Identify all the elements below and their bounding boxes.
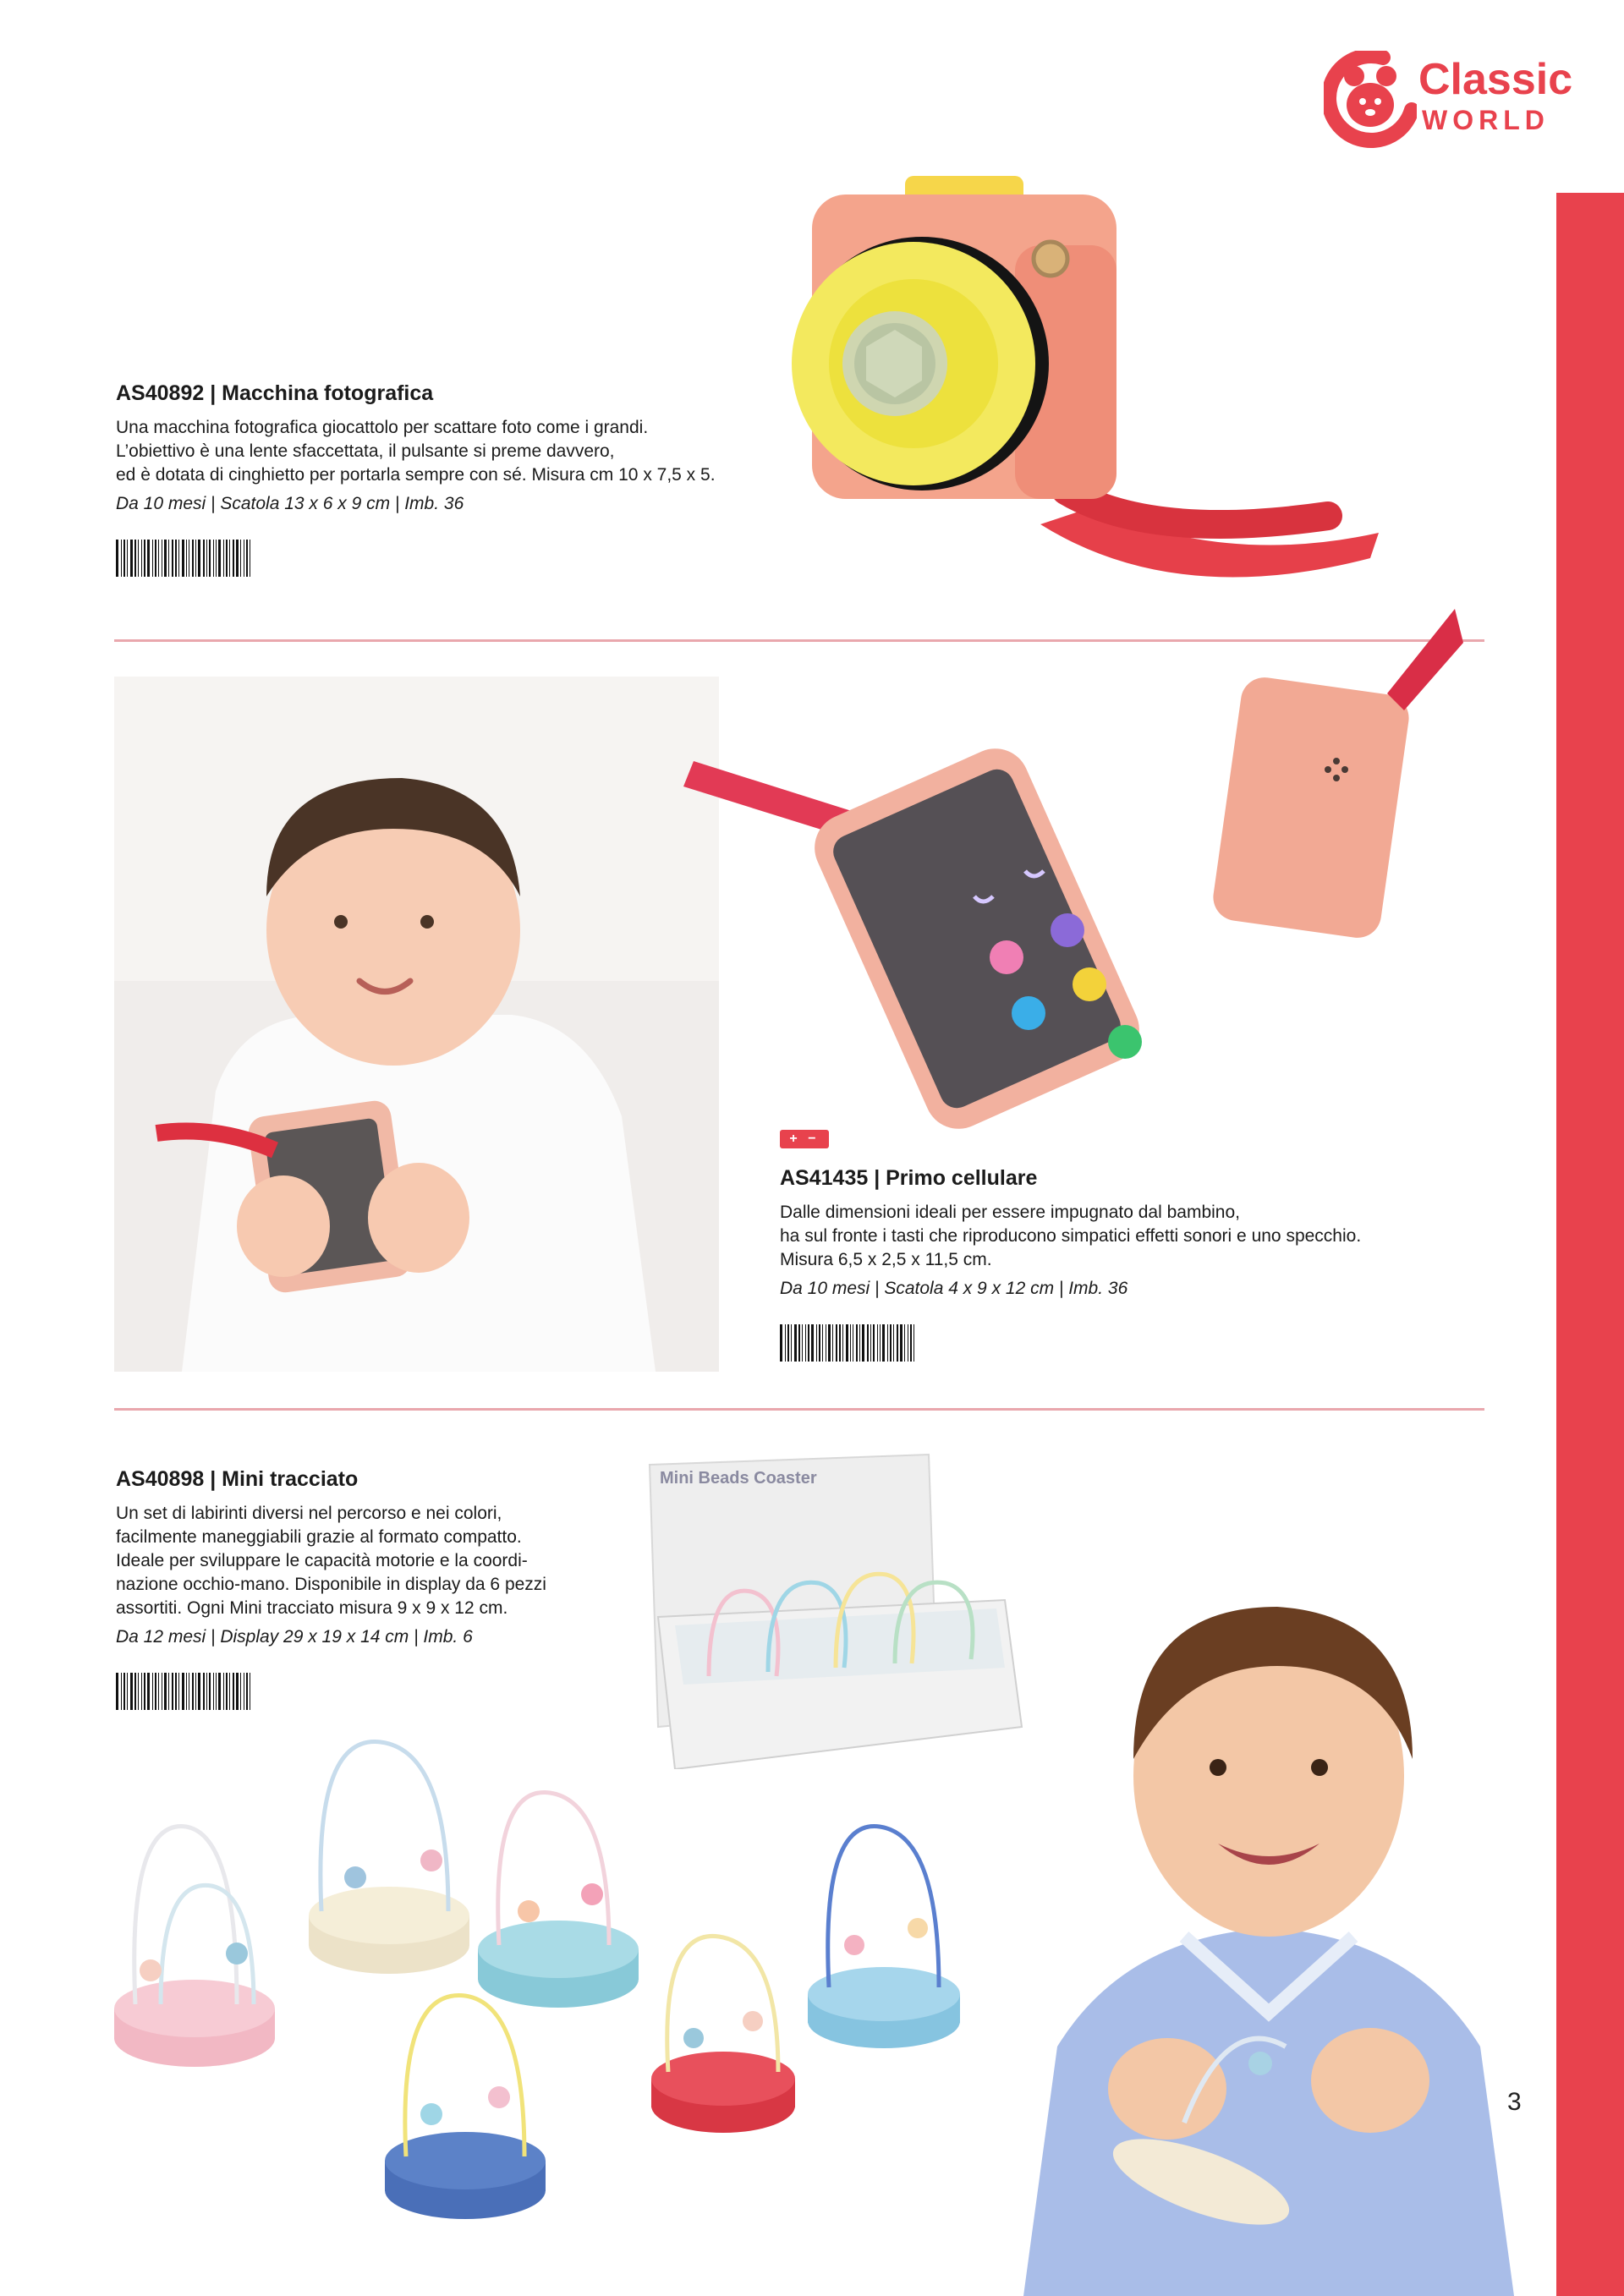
barcode-bar [155, 540, 156, 577]
barcode-bar [816, 1324, 817, 1362]
barcode-bar [213, 1673, 214, 1710]
barcode-bar [862, 1324, 864, 1362]
barcode-bar [240, 540, 241, 577]
barcode-bar [123, 1673, 125, 1710]
barcode-bar [152, 540, 153, 577]
barcode-bar [890, 1324, 892, 1362]
new-product-badge: + − [780, 1130, 829, 1148]
camera-toy-image [787, 169, 1396, 592]
product-title: AS40892 | Macchina fotografica [116, 381, 434, 405]
product-description: Dalle dimensioni ideali per essere impugnato dal bambino, ha sul fronte i tasti che riproducono simpatici effetti sonori e uno specchio. Misura 6,5 x 2,5 x 11,5 cm. [780, 1203, 1362, 1269]
section-divider [114, 1408, 1484, 1411]
barcode-bar [164, 1673, 167, 1710]
product-camera [116, 379, 809, 577]
barcode-bar [787, 1324, 789, 1362]
barcode-bar [850, 1324, 851, 1362]
barcode-bar [152, 1673, 153, 1710]
product-meta: Da 10 mesi | Scatola 13 x 6 x 9 cm | Imb. 36 [116, 494, 464, 513]
barcode-bar [168, 540, 169, 577]
barcode-bar [182, 540, 184, 577]
barcode-bar [819, 1324, 820, 1362]
barcode-bar [236, 540, 239, 577]
barcode [116, 540, 292, 577]
barcode-bar [233, 540, 234, 577]
barcode-bar [811, 1324, 814, 1362]
barcode-bar [172, 540, 173, 577]
barcode-bar [147, 1673, 150, 1710]
product-description: Una macchina fotografica giocattolo per scattare foto come i grandi. L’obiettivo è una lente sfaccettata, il pulsante si preme davvero, ed è dotata di cinghietto per portarla sempre con sé. Misura cm 10 x 7,5 x 5. [116, 418, 716, 485]
barcode-bar [175, 1673, 177, 1710]
barcode-bar [141, 1673, 142, 1710]
barcode-bar [808, 1324, 809, 1362]
barcode-bar [182, 1673, 184, 1710]
barcode-bar [880, 1324, 881, 1362]
side-accent-bar [1556, 193, 1624, 2296]
barcode-bar [203, 1673, 205, 1710]
barcode-bar [836, 1324, 837, 1362]
barcode-bar [233, 1673, 234, 1710]
barcode-bar [873, 1324, 875, 1362]
display-box-label: Mini Beads Coaster [660, 1469, 817, 1488]
product-bead-maze [116, 1465, 657, 1710]
barcode-bar [832, 1324, 833, 1362]
barcode-bar [138, 1673, 139, 1710]
barcode-bar [186, 540, 187, 577]
barcode-bar [828, 1324, 831, 1362]
phone-toy-image [677, 592, 1489, 1150]
barcode-bar [805, 1324, 806, 1362]
barcode-bar [130, 1673, 133, 1710]
barcode-bar [186, 1673, 187, 1710]
barcode-bar [216, 540, 217, 577]
barcode-bar [897, 1324, 898, 1362]
barcode-bar [155, 1673, 156, 1710]
barcode-bar [178, 540, 179, 577]
brand-logo [1324, 49, 1577, 159]
barcode-bar [229, 1673, 230, 1710]
barcode-bar [123, 540, 125, 577]
barcode-bar [887, 1324, 888, 1362]
barcode-bar [134, 540, 136, 577]
bear-logo-icon [1324, 51, 1417, 149]
barcode-bar [867, 1324, 869, 1362]
barcode-bar [223, 1673, 224, 1710]
toddler-with-maze-photo [1007, 1573, 1531, 2296]
barcode-bar [218, 540, 221, 577]
barcode-bar [877, 1324, 878, 1362]
barcode-bar [240, 1673, 241, 1710]
barcode-bar [121, 540, 122, 577]
barcode-bar [780, 1324, 782, 1362]
barcode-bar [116, 1673, 118, 1710]
barcode-bar [158, 540, 159, 577]
barcode-bar [147, 540, 150, 577]
barcode-bar [164, 540, 167, 577]
barcode-bar [175, 540, 177, 577]
barcode-bar [236, 1673, 239, 1710]
barcode-bar [856, 1324, 858, 1362]
barcode-bar [223, 540, 224, 577]
barcode-bar [842, 1324, 843, 1362]
barcode-bar [229, 540, 230, 577]
barcode-bar [910, 1324, 912, 1362]
barcode-bar [192, 540, 194, 577]
barcode-bar [198, 540, 200, 577]
baby-with-phone-photo [114, 677, 719, 1372]
page-number: 3 [1507, 2088, 1522, 2116]
barcode-bar [904, 1324, 905, 1362]
barcode-bar [859, 1324, 860, 1362]
barcode-bar [134, 1673, 136, 1710]
product-meta: Da 10 mesi | Scatola 4 x 9 x 12 cm | Imb. 36 [780, 1279, 1128, 1298]
barcode-bar [213, 540, 214, 577]
barcode-bar [209, 540, 211, 577]
barcode-bar [195, 540, 196, 577]
barcode-bar [198, 1673, 200, 1710]
barcode-bar [206, 1673, 207, 1710]
product-meta: Da 12 mesi | Display 29 x 19 x 14 cm | Imb. 6 [116, 1627, 473, 1647]
barcode-bar [226, 540, 228, 577]
bead-mazes-image [110, 1717, 1007, 2224]
barcode-bar [218, 1673, 221, 1710]
barcode [780, 1324, 956, 1362]
product-title: AS41435 | Primo cellulare [780, 1166, 1038, 1190]
barcode-bar [172, 1673, 173, 1710]
barcode-bar [192, 1673, 194, 1710]
barcode-bar [870, 1324, 871, 1362]
barcode-bar [203, 540, 205, 577]
barcode-bar [839, 1324, 841, 1362]
barcode-bar [216, 1673, 217, 1710]
product-title: AS40898 | Mini tracciato [116, 1467, 359, 1491]
barcode-bar [130, 540, 133, 577]
barcode-bar [798, 1324, 800, 1362]
barcode-bar [802, 1324, 803, 1362]
product-phone [780, 1164, 1490, 1362]
barcode-bar [116, 540, 118, 577]
barcode-bar [158, 1673, 159, 1710]
barcode-bar [141, 540, 142, 577]
barcode-bar [168, 1673, 169, 1710]
barcode-bar [209, 1673, 211, 1710]
barcode-bar [791, 1324, 792, 1362]
product-description: Un set di labirinti diversi nel percorso e nei colori, facilmente maneggiabili grazie al formato compatto. Ideale per sviluppare le capacità motorie e la coordi- nazione occhio-mano. Disponibile in display da 6 pezzi assortiti. Ogni Mini tracciato misura 9 x 9 x 12 cm. [116, 1504, 546, 1618]
barcode-bar [246, 540, 248, 577]
brand-subname: WORLD [1422, 105, 1550, 135]
barcode-bar [846, 1324, 848, 1362]
barcode-bar [127, 1673, 128, 1710]
barcode-bar [138, 540, 139, 577]
barcode-bar [144, 1673, 145, 1710]
barcode [116, 1673, 292, 1710]
barcode-bar [900, 1324, 903, 1362]
brand-name: Classic [1418, 55, 1573, 104]
barcode-bar [121, 1673, 122, 1710]
barcode-bar [785, 1324, 786, 1362]
barcode-bar [893, 1324, 894, 1362]
barcode-bar [206, 540, 207, 577]
barcode-bar [882, 1324, 885, 1362]
barcode-bar [127, 540, 128, 577]
barcode-bar [226, 1673, 228, 1710]
barcode-bar [178, 1673, 179, 1710]
barcode-bar [822, 1324, 823, 1362]
barcode-bar [195, 1673, 196, 1710]
barcode-bar [144, 540, 145, 577]
barcode-bar [794, 1324, 797, 1362]
barcode-bar [246, 1673, 248, 1710]
